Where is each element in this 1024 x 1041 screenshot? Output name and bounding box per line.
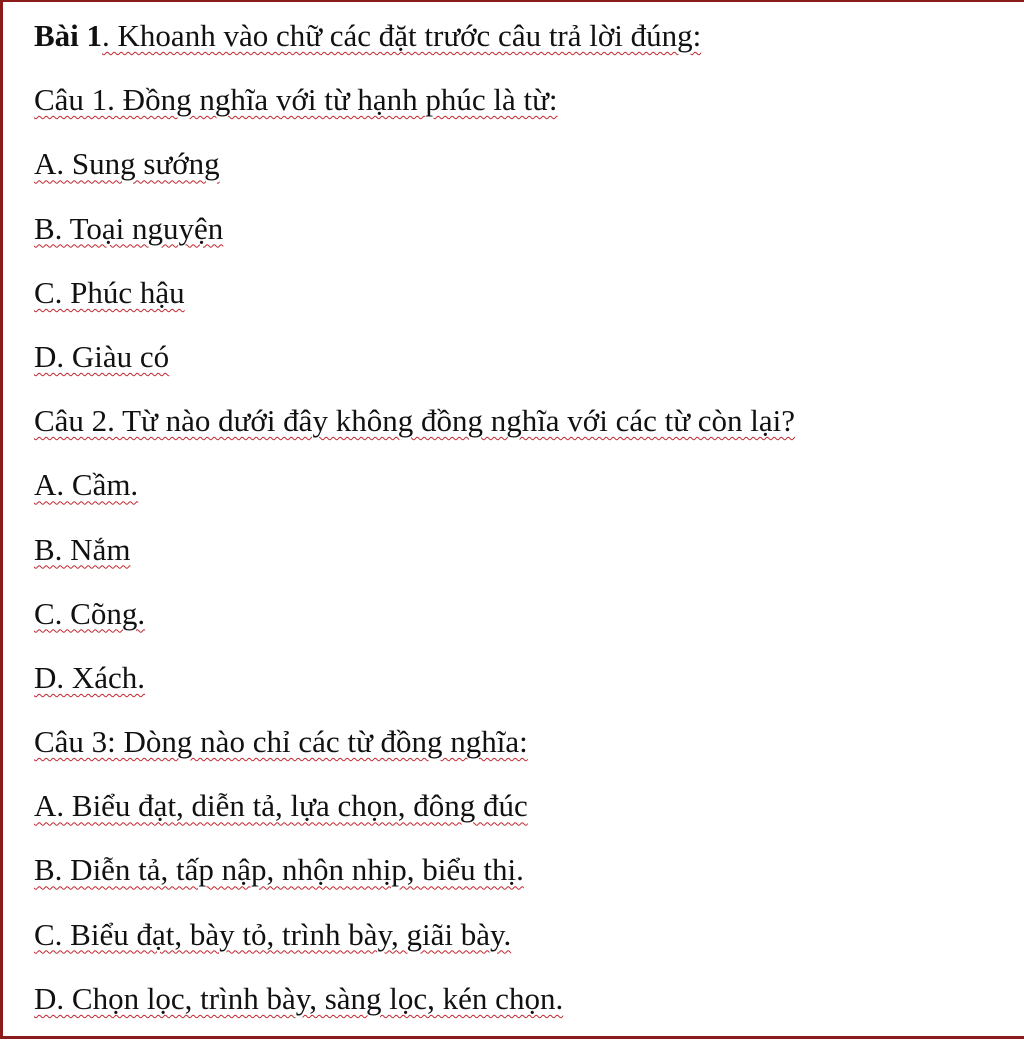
exercise-instruction: . Khoanh vào chữ các đặt trước câu trả lời đúng: xyxy=(102,18,702,53)
question-2-option-a xyxy=(34,463,1019,527)
option-text: C. Cõng. xyxy=(34,595,146,631)
question-text: Câu 3: Dòng nào chỉ các từ đồng nghĩa: xyxy=(34,724,528,760)
option-text: D. Chọn lọc, trình bày, sàng lọc, kén chọn. xyxy=(34,980,564,1016)
option-text: B. Toại nguyện xyxy=(34,210,224,246)
question-2-option-c xyxy=(34,592,1019,656)
option-text: D. Xách. xyxy=(34,659,146,695)
option-text: B. Nắm xyxy=(34,531,131,567)
question-3-option-b xyxy=(34,848,1019,912)
question-1-prompt xyxy=(34,78,1019,142)
question-1-option-a xyxy=(34,142,1019,206)
question-text: Câu 1. Đồng nghĩa với từ hạnh phúc là từ: xyxy=(34,82,558,118)
option-text: D. Giàu có xyxy=(34,338,170,374)
option-text: A. Sung sướng xyxy=(34,146,220,182)
question-1-option-b xyxy=(34,207,1019,271)
option-text: C. Phúc hậu xyxy=(34,274,185,310)
question-text: Câu 2. Từ nào dưới đây không đồng nghĩa với các từ còn lại? xyxy=(34,403,796,439)
document-body xyxy=(34,14,1019,1041)
question-3-prompt xyxy=(34,720,1019,784)
question-1-option-d xyxy=(34,335,1019,399)
option-text: A. Cầm. xyxy=(34,467,139,503)
question-2-prompt xyxy=(34,399,1019,463)
option-text: B. Diễn tả, tấp nập, nhộn nhịp, biểu thị. xyxy=(34,852,524,888)
question-2-option-b xyxy=(34,528,1019,592)
question-3-option-c xyxy=(34,913,1019,977)
option-text: A. Biểu đạt, diễn tả, lựa chọn, đông đúc xyxy=(34,788,528,824)
question-1-option-c xyxy=(34,271,1019,335)
option-text: C. Biểu đạt, bày tỏ, trình bày, giãi bày. xyxy=(34,916,512,952)
exercise-label: Bài 1 xyxy=(34,18,103,53)
question-3-option-a xyxy=(34,784,1019,848)
question-2-option-d xyxy=(34,656,1019,720)
exercise-heading xyxy=(34,14,1019,78)
question-3-option-d xyxy=(34,977,1019,1041)
